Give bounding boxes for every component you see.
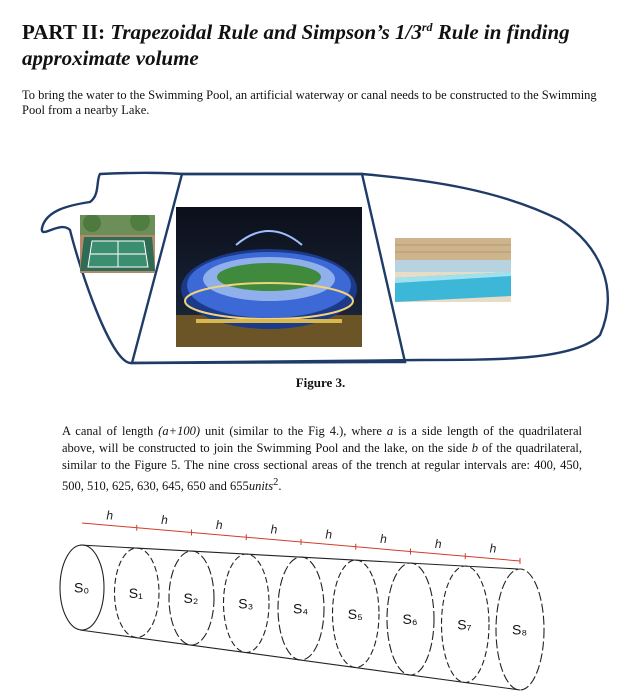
para-unit: units	[248, 479, 274, 494]
part-heading	[22, 14, 622, 71]
interval-h-label: h	[325, 527, 333, 542]
heading-title-sup: rd	[421, 20, 433, 34]
tennis-court-photo	[80, 215, 155, 273]
cross-section-3	[224, 554, 270, 653]
section-label: S₁	[128, 584, 143, 601]
cross-section-5	[333, 560, 380, 668]
figure-caption: Figure 3.	[295, 375, 346, 390]
para-var-b: b	[471, 441, 478, 455]
problem-paragraph	[62, 423, 582, 495]
heading-title-a: Trapezoidal Rule and Simpson’s 1/3	[110, 20, 422, 44]
para-sup: 2	[273, 477, 279, 488]
interval-h-label: h	[215, 517, 223, 532]
para-end: .	[278, 479, 282, 494]
intro-text: To bring the water to the Swimming Pool, an artificial waterway or canal needs to be constructed to the Swimming Pool from a nearby Lake.	[22, 88, 597, 117]
interval-h-label: h	[270, 522, 278, 537]
section-label: S₈	[512, 621, 528, 638]
figure-3	[0, 160, 641, 380]
interval-h-label: h	[489, 541, 497, 556]
canal-cross-sections-diagram	[50, 505, 570, 700]
cross-section-2	[169, 551, 214, 645]
para-var-a: a	[386, 424, 394, 438]
interval-h-label: h	[380, 532, 387, 547]
cross-section-1	[115, 548, 160, 638]
para-part-3: is a side length of the quadrilateral above, will be constructed to join the Swimming Pool and the lake, on the side	[62, 424, 582, 455]
para-part-4: of the quadrilateral, similar to the Figure 5. The nine cross sectional areas of the trench at regular intervals are: 400, 450, 500, 510, 625, 630, 645, 650 and 655	[62, 441, 582, 494]
section-label: S₀	[74, 579, 90, 596]
stadium-photo	[176, 207, 362, 347]
swimming-pool-photo	[395, 238, 511, 302]
cross-section-7	[442, 566, 490, 683]
heading-part: PART II:	[22, 20, 111, 44]
interval-h-label: h	[106, 508, 114, 523]
cross-section-8	[496, 569, 544, 690]
cross-section-6	[387, 563, 434, 675]
para-formula: (a+100)	[158, 424, 200, 438]
section-label: S₇	[457, 616, 472, 633]
section-label: S₆	[402, 611, 418, 627]
para-part-2: unit (similar to the Fig 4.), where	[199, 424, 387, 438]
section-label: S₃	[238, 595, 254, 612]
cross-section-4	[278, 557, 324, 660]
section-label: S₂	[183, 590, 199, 606]
section-label: S₅	[347, 605, 363, 622]
cross-section-0	[60, 545, 104, 630]
heading-title-b: Rule in finding approximate volume	[22, 20, 570, 70]
interval-h-label: h	[434, 536, 442, 551]
section-label: S₄	[293, 600, 309, 617]
interval-h-label: h	[161, 513, 168, 528]
para-part-1: A canal of length	[62, 424, 159, 438]
